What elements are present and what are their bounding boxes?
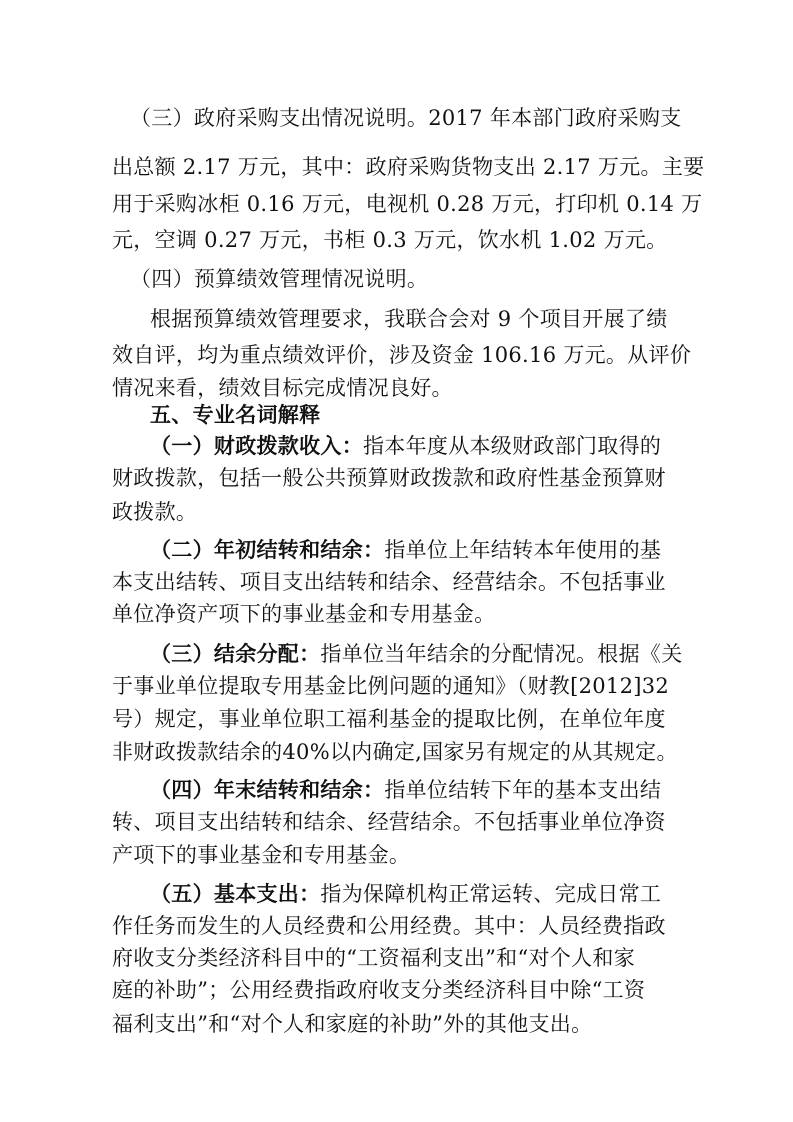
term-text: 指单位当年结余的分配情况。根据《关 — [320, 642, 683, 666]
paragraph-line: 府收支分类经济科目中的“工资福利支出”和“对个人和家 — [112, 946, 636, 970]
paragraph-line: 财政拨款，包括一般公共预算财政拨款和政府性基金预算财 — [112, 466, 666, 490]
term-line — [150, 536, 661, 564]
paragraph-line: 转、项目支出结转和结余、经营结余。不包括事业单位净资 — [112, 810, 666, 834]
paragraph-line: 效自评，均为重点绩效评价，涉及资金 106.16 万元。从评价 — [112, 343, 692, 367]
term-label: （一）财政拨款收入： — [150, 433, 363, 458]
paragraph-line: 出总额 2.17 万元，其中：政府采购货物支出 2.17 万元。主要 — [112, 155, 705, 179]
term-text: 指单位结转下年的基本支出结 — [384, 778, 662, 802]
term-label: （五）基本支出： — [150, 881, 321, 906]
paragraph-line: 号）规定，事业单位职工福利基金的提取比例，在单位年度 — [112, 707, 666, 731]
term-line — [150, 880, 661, 908]
subsection-heading: （四）预算绩效管理情况说明。 — [130, 267, 429, 291]
term-label: （二）年初结转和结余： — [150, 537, 385, 562]
paragraph-line: 元，空调 0.27 万元，书柜 0.3 万元，饮水机 1.02 万元。 — [112, 228, 668, 252]
paragraph-line: 于事业单位提取专用基金比例问题的通知》（财教[2012]32 — [112, 674, 670, 698]
paragraph-line: 福利支出”和“对个人和家庭的补助”外的其他支出。 — [112, 1012, 593, 1036]
paragraph-line: 本支出结转、项目支出结转和结余、经营结余。不包括事业 — [112, 570, 666, 594]
paragraph-line — [130, 104, 682, 132]
term-label: （三）结余分配： — [150, 641, 321, 666]
paragraph-line: 产项下的事业基金和专用基金。 — [112, 843, 411, 867]
term-text: 指单位上年结转本年使用的基 — [384, 538, 662, 562]
paragraph-line: 非财政拨款结余的40%以内确定,国家另有规定的从其规定。 — [112, 740, 678, 764]
term-label: （四）年末结转和结余： — [150, 777, 385, 802]
paragraph-line: 根据预算绩效管理要求，我联合会对 9 个项目开展了绩 — [150, 307, 668, 331]
term-line — [150, 776, 661, 804]
term-line — [150, 640, 683, 668]
paragraph-line: 用于采购冰柜 0.16 万元，电视机 0.28 万元，打印机 0.14 万 — [112, 192, 703, 216]
paragraph-line: 庭的补助”；公用经费指政府收支分类经济科目中除“工资 — [112, 978, 646, 1002]
term-line — [150, 432, 661, 460]
paragraph-line: 情况来看，绩效目标完成情况良好。 — [112, 376, 453, 400]
paragraph-line: 作任务而发生的人员经费和公用经费。其中：人员经费指政 — [112, 914, 666, 938]
paragraph-line: 单位净资产项下的事业基金和专用基金。 — [112, 602, 496, 626]
section-title: 五、专业名词解释 — [150, 403, 321, 427]
term-text: 指为保障机构正常运转、完成日常工 — [320, 882, 662, 906]
paragraph-line: 政拨款。 — [112, 500, 198, 524]
paragraph-text: 2017 年本部门政府采购支 — [428, 106, 682, 130]
subsection-heading: （三）政府采购支出情况说明。 — [130, 106, 429, 130]
term-text: 指本年度从本级财政部门取得的 — [363, 434, 662, 458]
